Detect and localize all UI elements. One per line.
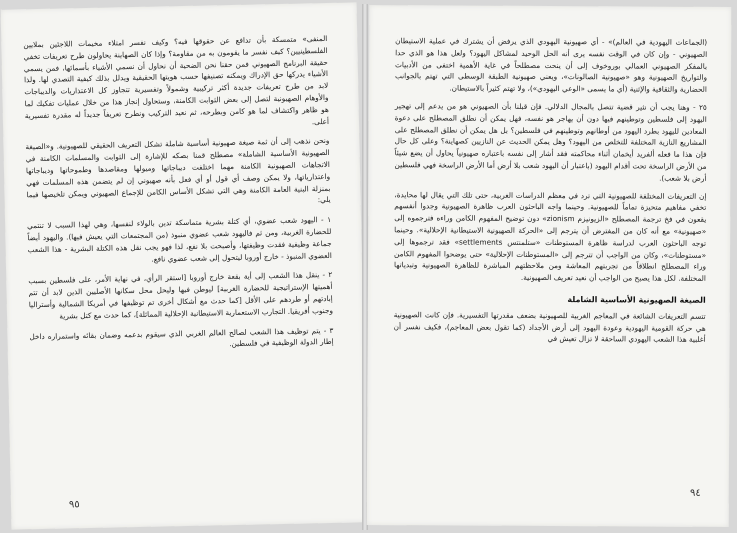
left-page [1, 2, 368, 529]
right-page-body [394, 35, 708, 346]
left-page-body [23, 33, 334, 354]
right-paragraph-2: ٢٥ - وهنا يجب أن نثير قضية تتصل بالمجال الدلالي. فإن قبلنا بأن الصهيوني هو من يدعم إلى تهجير اليهود إلى فلسطين وتوطينهم فيها دون أن يهاجر هو نفسه، فهل يمكن أن نطلق المصطلح على دعوة المعادين لليهود بطرد اليهود من أوطانهم وتوطينهم في فلسطين؟ بل هل يمكن أن نطلق المصطلح على المشاريع النازية المختلفة للتخلص من اليهود؟ وهل يمكن الحديث عن النازيين كصهاينة؟ وعلى كل حال فإن هذا ما فعله ألفريد أيخمان أثناء محاكمته فقد أشار إلى نفسه باعتباره صهيونياً يحاول أن يضع شيئاً من الأرض الراسخة تحت أقدام اليهود (باعتبار أن اليهود شعب بلا أرض أما الأرض الراسخة فهي فلسطين أرض بلا شعب). [394, 101, 707, 183]
left-paragraph-2: ونحن نذهب إلى أن ثمة صيغة صهيونية أساسية شاملة تشكل التعريف الحقيقي للصهيونية. و«الصيغة الصهيونية الأساسية الشاملة» مصطلح قمنا بصكه للإشارة إلى الثوابت والمسلمات الكامنة في الاتجاهات الصهيونية الكامنة مهما اختلفت ديباجاتها وميولها ومقاصدها وطموحاتها وديباجاتها واعتذارياتها، ولا يمكن وصف أي قول أو أي فعل بأنه صهيوني إن لم يتضمن هذه المسلمات فهي بمنزلة البنية العامة الكامنة وهي التي تشكل الأساس الكامن للإجماع الصهيوني ويمكن تلخيصها فيما يلي: [25, 136, 331, 205]
right-paragraph-3: إن التعريفات المختلفة للصهيونية التي ترد في معظم الدراسات الغربية، حتى تلك التي يقال لها محايدة، تخفي مفاهيم متحيزة تماماً للصهيونية. وحينما واجه الباحثون العرب ظاهرة الصهيونية وجدوا أنفسهم يقعون في فخ ترجمة المصطلح «الزيونيزم zionism» دون توضيح المفهوم الكامن وراءه فترجموه إلى «صهيونية» مع أنه كان من المفترض أن يترجم إلى «الحركة الصهيونية الاستيطانية الإحلالية». وحينما توجه الباحثون العرب لدراسة ظاهرة المستوطنات «ستلمنتس settlements» فقد ترجموها إلى «مستوطنات»، وكان من الواجب أن تترجم إلى «المستوطنات الإحلالية» حتى يوضحوا المفهوم الكامن وراء المصطلح انطلاقاً من تجربتهم المعاشة ومن ملاحظتهم المباشرة للظاهرة الصهيونية وتبدياتها المختلفة. لكل هذا يصبح من الواجب أن نعيد تعريف الصهيونية. [393, 189, 707, 283]
right-page [367, 5, 732, 527]
left-paragraph-5: ٣ - يتم توظيف هذا الشعب لصالح العالم الغربي الذي سيقوم بدعمه وضمان بقائه واستمراره داخل إطار الدولة الوظيفية في فلسطين. [29, 325, 334, 349]
left-paragraph-3: ١ - اليهود شعب عضوي، أي كتلة بشرية متماسكة تدين بالولاء لنفسها، وهي لهذا السبب لا تنتمي للحضارة الغربية، ومن ثم فاليهود شعب عضوي منبوذ (من المجتمعات التي يعيش فيها). واليهود أيضاً جماعة وظيفية فقدت وظيفتها، وأصبحت بلا نفع، لذا فهو يجب نقل هذه الكتلة البشرية - هذا الشعب العضوي المنبوذ - خارج أوروبا ليتحول إلى شعب عضوي نافع. [27, 215, 332, 264]
left-paragraph-1: المنفى» متمسكة بأن تدافع عن حقوقها فيه؟ وكيف نفسر امتلاء مخيمات اللاجئين بملايين الفلسطينيين؟ كيف نفسر ما يقومون به من مقاومة؟ وإذا كان الصهاينة يحاولون طرح تعريفات تخفي حقيقة البرنامج الصهيوني فمن حقنا نحن الضحية أن نحاول أن نسمي الأشياء بأسمائها، فمن يسمي الأشياء يدركها حق الإدراك ويمكنه تصنيفها حسب هويتها الحقيقية ويدلل بذلك كيفية التصدي لها. ولذا لابد من طرح تعريفات جديدة أكثر تركيبية وشمولاً وتفسيرية تتجاوز كل الاعتذاريات والديباجات والأوهام الصهيونية لتصل إلى بعض الثوابت الكامنة، وستحاول إنجاز هذا من خلال عمليات تفكيك لما هو ظاهر واكتشاف لما هو كامن وبطرحه، ثم نعيد التركيب ونطرح تعريفاً جديداً له مقدرة تفسيرية أعلى. [23, 33, 330, 126]
left-paragraph-4: ٢ - ينقل هذا الشعب إلى أية بقعة خارج أوروبا [استقر الرأي، في نهاية الأمر، على فلسطين بسبب أهميتها الإستراتيجية للحضارة الغربية] ليوطن فيها وليحل محل سكانها الأصليين الذين لابد أن تتم إبادتهم أو طردهم على الأقل [كما حدث مع أشكال أخرى تم توظيفها في أمريكا الشمالية وأستراليا وجنوب أفريقيا. التجارب الاستعمارية الاستيطانية الإحلالية المماثلة]، كما حدث مع كتل بشرية [28, 270, 334, 321]
right-paragraph-4: تتسم التعريفات الشائعة في المعاجم الغربية للصهيونية بضعف مقدرتها التفسيرية. فإن كانت الصهيونية هي حركة القومية اليهودية وعودة اليهود إلى أرض الأجداد (كما تقول بعض المعاجم)، فكيف نفسر أن أغلبية هذا الشعب اليهودي الساحقة لا تزال تعيش في [393, 309, 706, 345]
right-paragraph-1: (الجماعات اليهودية في العالم)» - أي صهيونية اليهودي الذي يرفض أن يشترك في عملية الاستيطان الصهيوني - وإن كان في الوقت نفسه يرى أنه الحل الوحيد لمشاكل اليهود؟ ولعل هذا هو الذي حدا بالمفكر الصهيوني العمالي بوروخوف إلى أن ينحت مصطلحاً في غاية الأهمية اختفى من الأدبيات والتواريخ الصهيونية وهو «صهيونية الصالونات»، ويعني صهيونية الطبقة الوسطى التي تهتم بالجوانب الحضارية والثقافية والإثنية (أي ما يسمى «الوعي اليهودي»)، ولا تهتم كثيراً بالاستيطان. [394, 36, 708, 95]
right-page-number: ٩٤ [690, 487, 701, 499]
left-page-number: ٩٥ [68, 499, 80, 511]
section-heading: الصيغة الصهيونية الأساسية الشاملة [567, 295, 706, 305]
